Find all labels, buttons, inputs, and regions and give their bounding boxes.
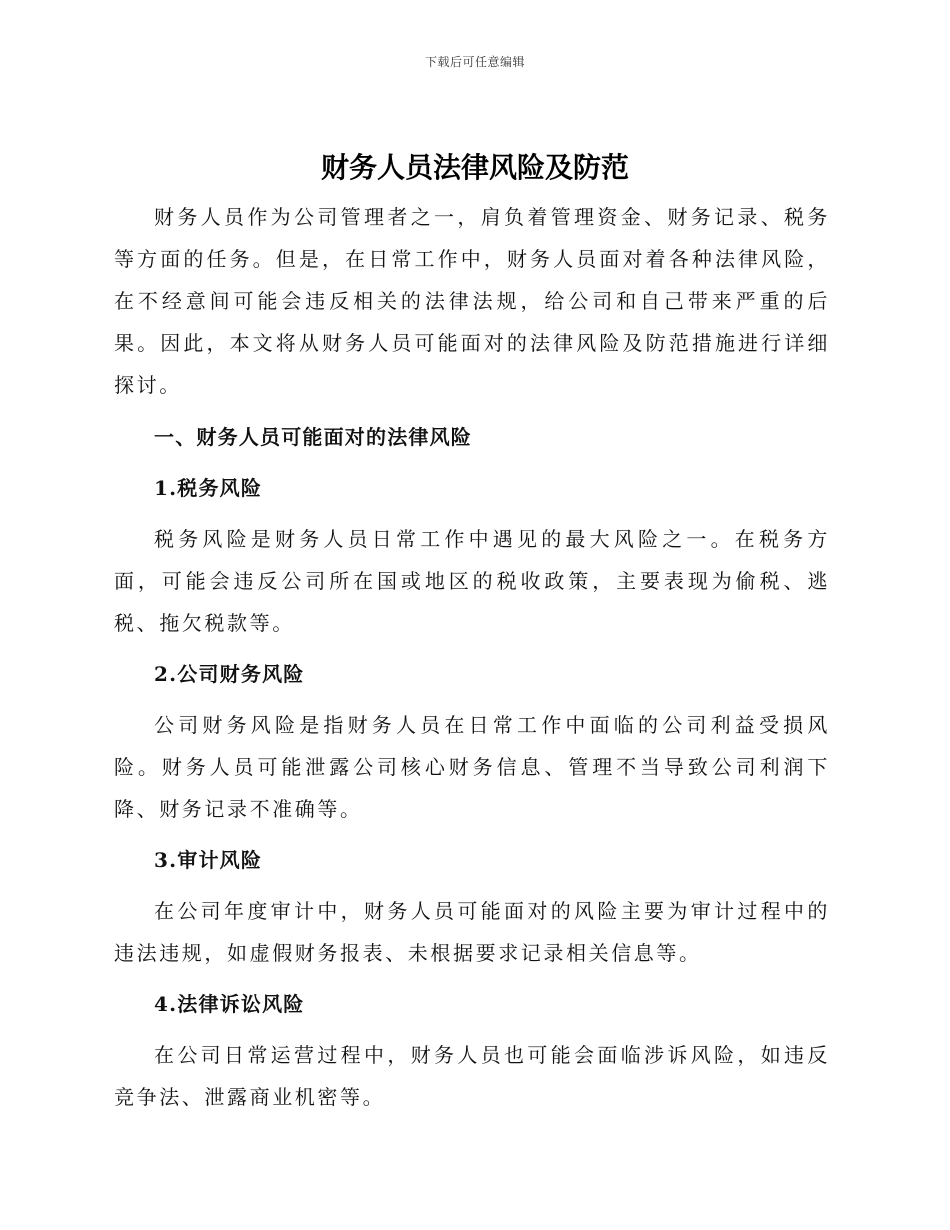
section-heading: 一、财务人员可能面对的法律风险	[154, 425, 472, 449]
subsection-heading-audit: 3.审计风险	[154, 848, 263, 872]
subsection-paragraph-litigation: 在公司日常运营过程中，财务人员也可能会面临涉诉风险，如违反竞争法、泄露商业机密等。	[114, 1043, 830, 1109]
subsection-heading-tax: 1.税务风险	[154, 476, 263, 500]
subsection-paragraph-audit: 在公司年度审计中，财务人员可能面对的风险主要为审计过程中的违法违规，如虚假财务报表、未根据要求记录相关信息等。	[114, 899, 830, 965]
page-header-note: 下载后可任意编辑	[424, 55, 525, 69]
document-body	[114, 196, 830, 1118]
subsection-heading-litigation: 4.法律诉讼风险	[154, 992, 305, 1016]
intro-paragraph: 财务人员作为公司管理者之一，肩负着管理资金、财务记录、税务等方面的任务。但是，在日常工作中，财务人员面对着各种法律风险，在不经意间可能会违反相关的法律法规，给公司和自己带来严重的后果。因此，本文将从财务人员可能面对的法律风险及防范措施进行详细探讨。	[114, 205, 830, 397]
subsection-paragraph-tax: 税务风险是财务人员日常工作中遇见的最大风险之一。在税务方面，可能会违反公司所在国或地区的税收政策，主要表现为偷税、逃税、拖欠税款等。	[114, 527, 830, 635]
document-title: 财务人员法律风险及防范	[320, 151, 629, 184]
subsection-paragraph-company-finance: 公司财务风险是指财务人员在日常工作中面临的公司利益受损风险。财务人员可能泄露公司核心财务信息、管理不当导致公司利润下降、财务记录不准确等。	[114, 713, 830, 821]
subsection-heading-company-finance: 2.公司财务风险	[154, 662, 305, 686]
